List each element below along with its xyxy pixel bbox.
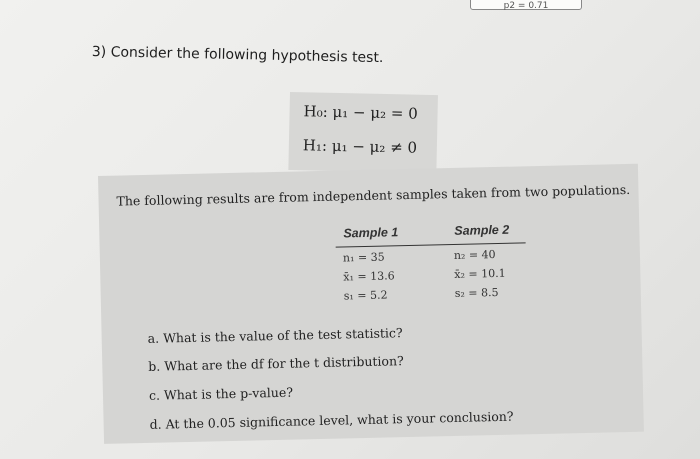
intro-text: The following results are from independent samples taken from two populations. [116, 181, 631, 209]
sample2-header: Sample 2 [454, 222, 510, 238]
sample1-header: Sample 1 [343, 225, 399, 241]
sample2-column [446, 220, 636, 238]
question-c: c. What is the p-value? [148, 384, 294, 403]
sample2-mean: x̄₂ = 10.1 [454, 266, 506, 281]
question-title: 3) Consider the following hypothesis test. [91, 44, 384, 67]
top-cropped-tab: p2 = 0.71 [470, 0, 582, 10]
sample1-n: n₁ = 35 [342, 250, 385, 265]
sample1-mean: x̄₁ = 13.6 [343, 269, 395, 284]
question-d: d. At the 0.05 significance level, what is your conclusion? [149, 408, 514, 432]
question-b: b. What are the df for the t distribution? [148, 353, 404, 374]
question-a: a. What is the value of the test statistic? [147, 325, 403, 346]
sample2-n: n₂ = 40 [453, 248, 496, 262]
top-strip [0, 0, 700, 12]
sample2-sd: s₂ = 8.5 [454, 285, 499, 300]
alternative-hypothesis: H₁: μ₁ − μ₂ ≠ 0 [302, 136, 418, 157]
data-panel [98, 164, 644, 444]
null-hypothesis: H₀: μ₁ − μ₂ = 0 [303, 102, 418, 123]
sample1-stats [343, 247, 396, 305]
sample2-stats [454, 245, 507, 303]
hypotheses-box [288, 92, 438, 173]
sample1-sd: s₁ = 5.2 [343, 288, 388, 303]
